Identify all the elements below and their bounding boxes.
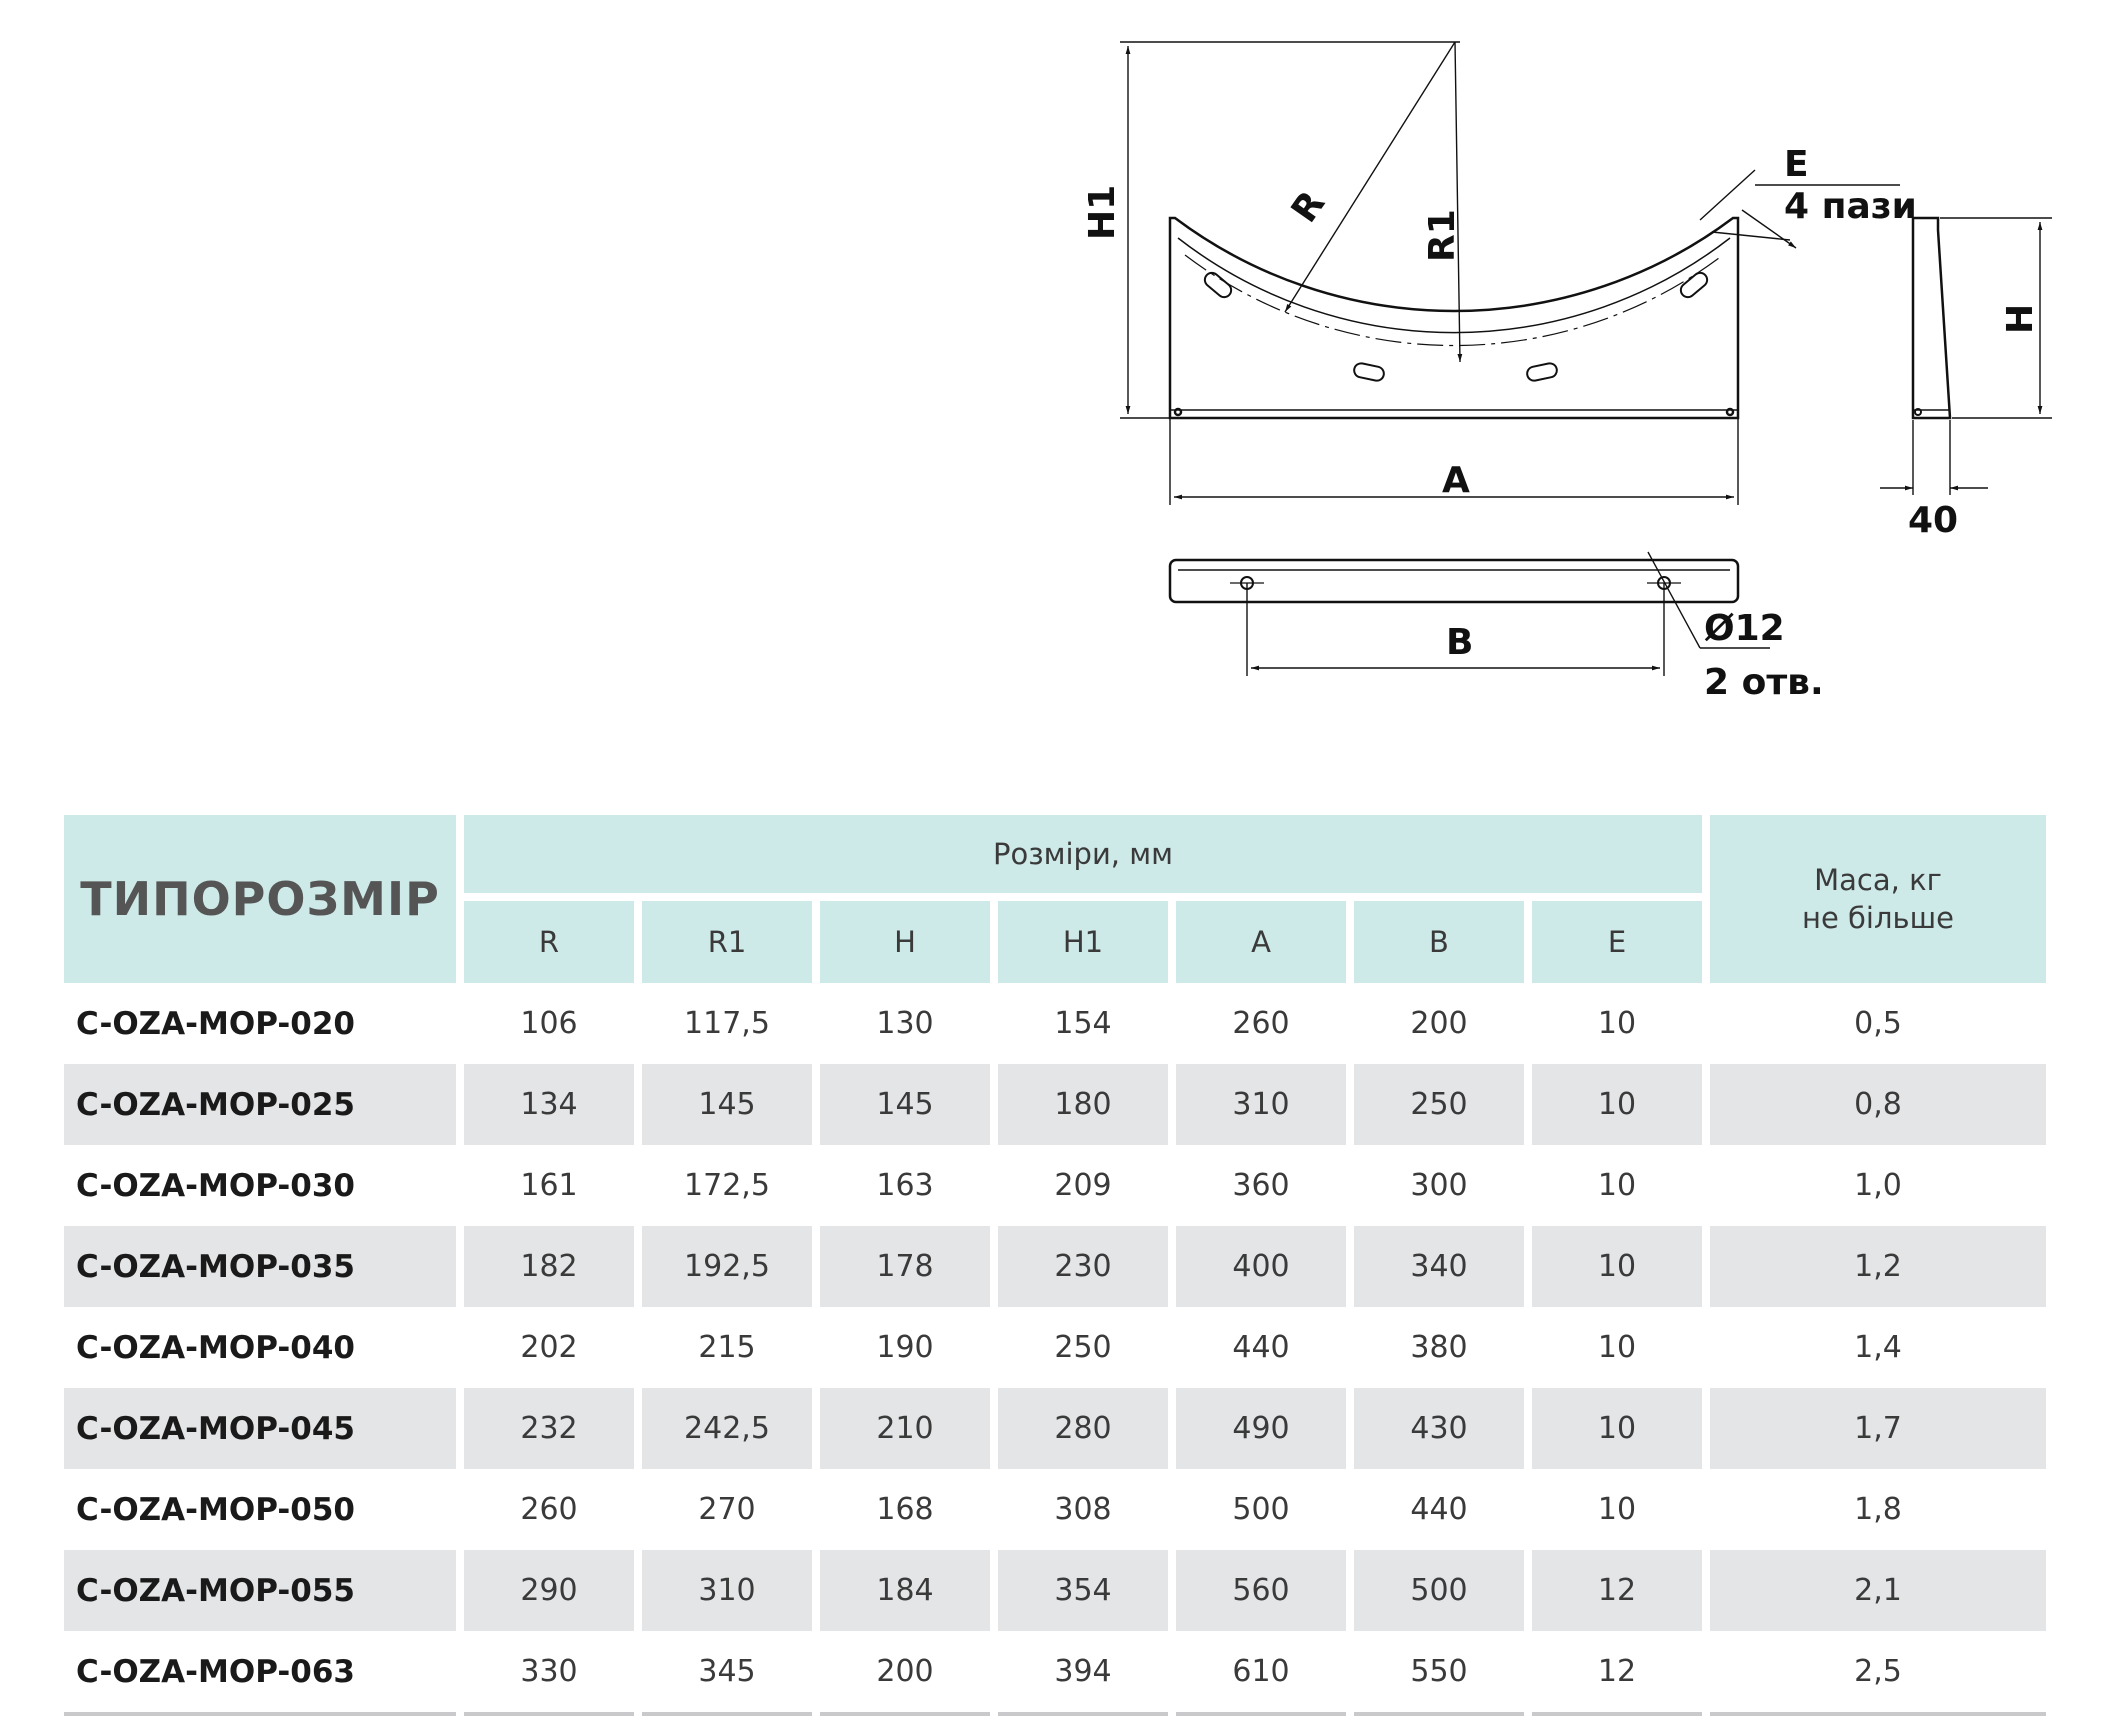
value-cell-r: 182: [464, 1226, 634, 1307]
table-row: [64, 1064, 2046, 1145]
value-cell-r: 202: [520, 1330, 578, 1365]
mass-cell: 0,5: [1854, 1006, 1902, 1041]
dim-label-r1: R1: [1422, 209, 1463, 262]
model-cell: C-OZA-MOP-020: [76, 1005, 355, 1042]
spec-table: [56, 815, 2054, 1716]
model-cell: C-OZA-MOP-030: [76, 1167, 355, 1204]
value-cell-b: 430: [1354, 1388, 1524, 1469]
front-view-dimensions: [1120, 42, 1900, 505]
mass-cell: 1,2: [1710, 1226, 2046, 1307]
side-view-labels: [1908, 304, 2041, 541]
value-cell-r1: 270: [698, 1492, 756, 1527]
mass-cell: 1,4: [1854, 1330, 1902, 1365]
column-header-b: B: [1354, 893, 1524, 983]
value-cell-h1: 180: [998, 1064, 1168, 1145]
value-cell-b: 500: [1354, 1550, 1524, 1631]
value-cell-a: 440: [1232, 1330, 1290, 1365]
value-cell-a: 610: [1176, 1631, 1346, 1716]
column-header-a: A: [1176, 893, 1346, 983]
value-cell-h1: 154: [1054, 1006, 1112, 1041]
value-cell-e: 10: [1532, 1388, 1702, 1469]
value-cell-h1: 308: [1054, 1492, 1112, 1527]
dim-label-e: E: [1784, 144, 1809, 185]
value-cell-r: 106: [520, 1006, 578, 1041]
mass-cell: 2,5: [1710, 1631, 2046, 1716]
value-cell-h1: 230: [998, 1226, 1168, 1307]
value-cell-r: 260: [520, 1492, 578, 1527]
front-view-labels: [1082, 144, 1917, 501]
value-cell-b: 300: [1410, 1168, 1468, 1203]
value-cell-r: 290: [464, 1550, 634, 1631]
value-cell-e: 10: [1597, 1330, 1637, 1365]
value-cell-r1: 345: [642, 1631, 812, 1716]
value-cell-a: 490: [1176, 1388, 1346, 1469]
value-cell-r1: 192,5: [642, 1226, 812, 1307]
dim-label-r: R: [1283, 183, 1334, 231]
table-row: [64, 1226, 2046, 1307]
mass-cell: 0,8: [1710, 1064, 2046, 1145]
value-cell-a: 400: [1176, 1226, 1346, 1307]
value-cell-b: 380: [1410, 1330, 1468, 1365]
value-cell-r1: 145: [642, 1064, 812, 1145]
column-header-h: H: [820, 893, 990, 983]
model-cell: C-OZA-MOP-055: [64, 1550, 456, 1631]
value-cell-r1: 172,5: [684, 1168, 770, 1203]
mass-cell: 2,1: [1710, 1550, 2046, 1631]
value-cell-e: 12: [1532, 1631, 1702, 1716]
value-cell-a: 260: [1232, 1006, 1290, 1041]
value-cell-h1: 394: [998, 1631, 1168, 1716]
value-cell-b: 340: [1354, 1226, 1524, 1307]
value-cell-h: 184: [820, 1550, 990, 1631]
value-cell-r1: 117,5: [684, 1006, 770, 1041]
value-cell-a: 560: [1176, 1550, 1346, 1631]
mass-cell: 1,8: [1854, 1492, 1902, 1527]
value-cell-e: 10: [1597, 1006, 1637, 1041]
value-cell-r: 232: [464, 1388, 634, 1469]
table-row: [64, 983, 2046, 1064]
spec-table-body: [64, 983, 2046, 1716]
value-cell-b: 250: [1354, 1064, 1524, 1145]
model-cell: C-OZA-MOP-063: [64, 1631, 456, 1716]
bottom-view-labels: [1446, 608, 1824, 703]
value-cell-e: 10: [1597, 1492, 1637, 1527]
value-cell-r: 161: [520, 1168, 578, 1203]
value-cell-r1: 215: [698, 1330, 756, 1365]
mounting-slots: [1202, 270, 1710, 382]
hole-diameter-label: Ø12: [1704, 608, 1785, 649]
model-cell: C-OZA-MOP-040: [76, 1329, 355, 1366]
value-cell-a: 500: [1232, 1492, 1290, 1527]
spec-table-header: [64, 815, 2046, 983]
hole-count-label: 2 отв.: [1704, 662, 1824, 703]
value-cell-e: 10: [1597, 1168, 1637, 1203]
value-cell-h: 145: [820, 1064, 990, 1145]
value-cell-h: 168: [876, 1492, 934, 1527]
table-row: [64, 1307, 2046, 1388]
model-column-header: ТИПОРОЗМІР: [64, 815, 456, 983]
value-cell-h1: 354: [998, 1550, 1168, 1631]
value-cell-r1: 242,5: [642, 1388, 812, 1469]
mass-cell: 1,0: [1854, 1168, 1902, 1203]
value-cell-a: 360: [1232, 1168, 1290, 1203]
value-cell-h: 190: [876, 1330, 934, 1365]
dim-label-h: H: [2000, 303, 2041, 334]
value-cell-b: 440: [1410, 1492, 1468, 1527]
value-cell-a: 310: [1176, 1064, 1346, 1145]
model-cell: C-OZA-MOP-035: [64, 1226, 456, 1307]
value-cell-h: 163: [876, 1168, 934, 1203]
column-header-h1: H1: [998, 893, 1168, 983]
mass-header-line2: не більше: [1802, 901, 1954, 935]
table-row: [64, 1388, 2046, 1469]
value-cell-e: 10: [1532, 1226, 1702, 1307]
model-cell: C-OZA-MOP-045: [64, 1388, 456, 1469]
table-row: [64, 1550, 2046, 1631]
value-cell-r1: 310: [642, 1550, 812, 1631]
column-header-e: E: [1532, 893, 1702, 983]
value-cell-h1: 250: [1054, 1330, 1112, 1365]
value-cell-r: 330: [464, 1631, 634, 1716]
model-cell: C-OZA-MOP-050: [76, 1491, 355, 1528]
value-cell-b: 200: [1410, 1006, 1468, 1041]
value-cell-e: 12: [1532, 1550, 1702, 1631]
dim-label-40: 40: [1908, 500, 1959, 541]
model-cell: C-OZA-MOP-025: [64, 1064, 456, 1145]
dimensions-group-header: Розміри, мм: [464, 815, 1702, 893]
value-cell-e: 10: [1532, 1064, 1702, 1145]
table-row: [64, 1145, 2046, 1226]
dim-label-a: A: [1442, 460, 1470, 501]
value-cell-h: 210: [820, 1388, 990, 1469]
column-header-r: R: [464, 893, 634, 983]
value-cell-h: 178: [820, 1226, 990, 1307]
technical-drawing: [0, 0, 2111, 760]
table-row: [64, 1469, 2046, 1550]
mass-column-header: [1710, 815, 2046, 983]
mass-cell: 1,7: [1710, 1388, 2046, 1469]
value-cell-h1: 209: [1054, 1168, 1112, 1203]
table-row: [64, 1631, 2046, 1716]
slots-note: 4 пази: [1784, 186, 1917, 227]
value-cell-h1: 280: [998, 1388, 1168, 1469]
dim-label-b: B: [1446, 622, 1474, 663]
mass-header-line1: Маса, кг: [1814, 863, 1942, 897]
side-view: [1880, 218, 2052, 495]
value-cell-h: 130: [876, 1006, 934, 1041]
value-cell-r: 134: [464, 1064, 634, 1145]
column-header-r1: R1: [642, 893, 812, 983]
dim-label-h1: H1: [1082, 184, 1123, 240]
value-cell-h: 200: [820, 1631, 990, 1716]
value-cell-b: 550: [1354, 1631, 1524, 1716]
